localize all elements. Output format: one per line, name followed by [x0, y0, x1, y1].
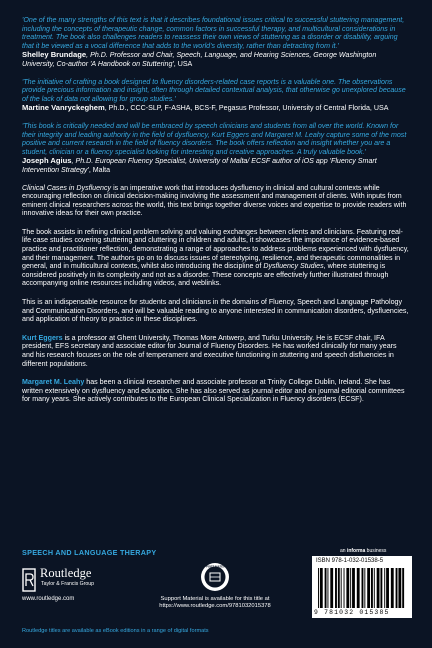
review-3 — [22, 122, 410, 175]
description-text: is an imperative work that introduces dysfluency in clinical and cultural contexts while encouraging reflection on clinical decision-making involving the assessment and management of clients. With inputs from eminent clinical researchers across the world, this text brings together diverse voices and expertise to provide readers with innovative ideas for their own practice. — [22, 183, 407, 218]
informa-suffix: business — [365, 548, 387, 554]
informa-prefix: an — [340, 548, 347, 554]
reviewer-credentials: , Ph.D. European Fluency Specialist, University of Malta/ ECSF author of iOS app 'Fluency Smart Intervention Strategy' — [22, 157, 377, 174]
reviewer-credentials: , Ph.D., CCC-SLP, F-ASHA, BCS-F, Pegasus Professor, University of Central Florida, USA — [104, 104, 389, 113]
informa-business-tag — [340, 548, 386, 554]
author-bio: is a professor at Ghent University, Thomas More Antwerp, and Turku University. He is ECSF chair, IFA president, EFS secretary and associate editor for Journal of Fluency Disorders. He has worked clinically for many years and his research focuses on the role of temperament and executive functioning in stuttering and speech disfluencies in different populations. — [22, 333, 397, 368]
barcode-bar — [364, 568, 365, 608]
description-emphasis: Dysfluency Studies — [263, 262, 324, 271]
badge-label: SUPPORT MATERIAL — [200, 564, 230, 569]
publisher-name: Routledge — [40, 566, 92, 580]
reviewer-credentials: , Ph.D. Professor and Chair, Speech, Language, and Hearing Sciences, George Washington University, Co-author 'A Handbook on Stuttering' — [22, 51, 377, 68]
barcode-bar — [338, 568, 340, 608]
barcode-bar — [341, 568, 342, 608]
barcode-bar — [320, 568, 323, 608]
barcode-bar — [384, 568, 385, 608]
support-material-badge-icon — [200, 562, 230, 592]
footer-note: Routledge titles are available as eBook editions in a range of digital formats — [22, 628, 209, 634]
review-attribution — [22, 157, 410, 174]
barcode-bar — [346, 568, 349, 608]
author-name: Margaret M. Leahy — [22, 378, 85, 387]
support-line: Support Material is available for this title at — [160, 596, 270, 602]
isbn-barcode — [312, 556, 412, 618]
author-bio: has been a clinical researcher and associate professor at Trinity College Dublin, Ireland. She has written extensively on dysfluency and education. She has also served as journal editor and on journal editorial committees for many years. She actively contributes to the European Clinical Specialization in Fluency disorders (ECSF). — [22, 378, 405, 404]
support-url[interactable]: https://www.routledge.com/9781032015378 — [159, 603, 271, 609]
barcode-bar — [402, 568, 404, 608]
barcode-bar — [374, 568, 375, 608]
reviewer-country: , USA — [173, 59, 193, 68]
description-text: , where stuttering is considered positively in its complexity and not as a disorder. These concepts are effectively further illustrated through accompanying online resources including videos, and weblinks. — [22, 262, 389, 288]
description-paragraph-3: This is an indispensable resource for students and clinicians in the domains of Fluency, Speech and Language Pathology and Communication Disorders, and will be valuable reading to anyone interested in communication disorders, dysfluencies, and application of theory to practice in these disciplines. — [22, 298, 409, 324]
description-text: The book assists in refining clinical problem solving and valuing exchanges between clients and clinicians. Featuring real-life case studies covering stuttering and cluttering in children and adults, it showcases the importance of evidence-based practice and practitioner reflection, demonstrating a range of approaches to address problems experienced with dysfluency, and their management. The authors go on to discuss issues of stereotyping, resilience, and therapeutic commonalities in general, and in multicultural contexts, whilst also introducing the discipline of — [22, 227, 409, 271]
barcode-bar — [396, 568, 398, 608]
book-title: Clinical Cases in Dysfluency — [22, 183, 112, 192]
barcode-bar — [335, 568, 337, 608]
description-paragraph-2 — [22, 228, 410, 288]
review-quote: 'The initiative of crafting a book designed to fluency disorders-related case reports is a valuable one. The observations provide precious information and insight, often through detailed contextual analysis, that otherwise go unexplored because of the lack of data not allowing for group studies.' — [22, 77, 406, 103]
review-quote: 'One of the many strengths of this text is that it describes foundational issues critical to successful stuttering management, including the concepts of therapeutic change, common factors in successful therapy, and multicultural considerations in treatment. The book also challenges readers to reassess their own views of stuttering as a disorder or disability, arguing that it be viewed as a vocal difference that adds to the world's diversity, rather than detracting from it.' — [22, 16, 405, 50]
barcode-bar — [380, 568, 382, 608]
barcode-bar — [357, 568, 360, 608]
review-attribution — [22, 104, 410, 113]
review-2 — [22, 78, 410, 113]
barcode-bar — [362, 568, 364, 608]
author-bio-1 — [22, 334, 410, 368]
barcode-bar — [391, 568, 394, 608]
barcode-bar — [318, 568, 319, 608]
barcode-bar — [344, 568, 345, 608]
subject-category: SPEECH AND LANGUAGE THERAPY — [22, 548, 157, 557]
barcode-bar — [350, 568, 351, 608]
routledge-r-icon — [22, 568, 36, 592]
barcode-bar — [371, 568, 373, 608]
barcode-bars — [318, 568, 406, 608]
isbn-number: ISBN 978-1-032-01538-5 — [316, 558, 384, 564]
barcode-bar — [377, 568, 380, 608]
author-name: Kurt Eggers — [22, 333, 63, 342]
barcode-bar — [325, 568, 327, 608]
support-material-note — [150, 596, 280, 610]
barcode-bar — [398, 568, 401, 608]
barcode-bar — [386, 568, 389, 608]
barcode-bar — [330, 568, 333, 608]
description-paragraph-1 — [22, 184, 410, 218]
publisher-url[interactable]: www.routledge.com — [22, 596, 75, 602]
ean-number: 9 781032 015385 — [314, 609, 390, 616]
reviewer-country: , Malta — [88, 165, 111, 174]
barcode-bar — [352, 568, 355, 608]
barcode-bar — [327, 568, 328, 608]
author-bio-2 — [22, 378, 410, 404]
reviewer-name: Joseph Agius — [22, 156, 72, 166]
publisher-logo — [22, 566, 162, 610]
review-attribution — [22, 51, 410, 68]
review-1 — [22, 16, 410, 69]
review-quote: 'This book is critically needed and will be embraced by speech clinicians and students from all over the world. Known for their integrity and leading authority in the field of dysfluency, Kurt Eggers and Margaret M. Leahy capture some of the most positive and current research in the field of fluency disorders. The book offers reflection and insight whether you are a student, clinician or a fluency specialist looking for interesting and creative approaches. A truly valuable book.' — [22, 121, 407, 156]
reviewer-name: Shelley Brundage — [22, 50, 87, 60]
informa-brand: informa — [346, 548, 366, 554]
publisher-group: Taylor & Francis Group — [41, 581, 95, 587]
reviewer-name: Martine Vanryckeghem — [22, 103, 105, 113]
barcode-bar — [367, 568, 370, 608]
